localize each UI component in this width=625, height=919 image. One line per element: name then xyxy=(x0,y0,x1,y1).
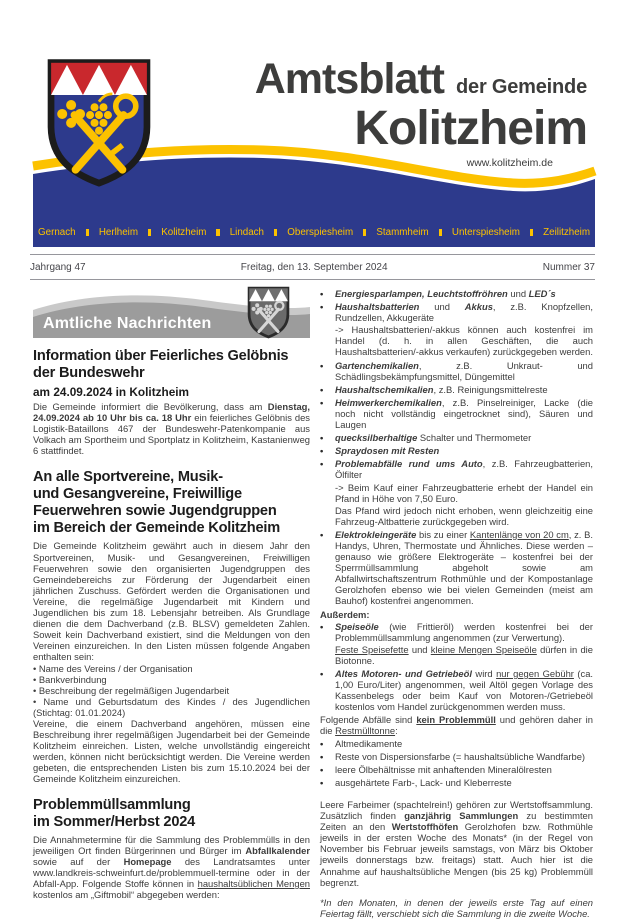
text-segment: Altmedikamente xyxy=(335,737,403,749)
bullet-icon: • xyxy=(320,432,324,444)
village-name: Stammheim xyxy=(376,227,429,238)
municipality-name: Kolitzheim xyxy=(354,102,587,155)
bullet-item xyxy=(320,621,593,666)
bullet-subtext xyxy=(335,644,593,666)
text-segment: Homepage xyxy=(123,855,172,867)
bullet-item xyxy=(320,777,593,788)
right-column-content xyxy=(320,288,594,919)
village-separator-square xyxy=(530,229,533,236)
bullet-icon: • xyxy=(320,288,324,299)
text-segment: Energiesparlampen, Leuchtstoffröhren xyxy=(335,288,508,299)
village-name: Herlheim xyxy=(98,227,139,238)
bullet-item xyxy=(320,397,593,430)
text-segment: (wie Frittieröl) werden kostenfrei bei der Problemmüllsammlung angenommen (zur Verwertung). xyxy=(335,620,593,643)
bullet-text xyxy=(335,777,593,788)
bullet-icon: • xyxy=(320,458,324,470)
paragraph xyxy=(33,401,310,456)
bullet-text xyxy=(335,751,593,762)
text-segment: bis zu einer xyxy=(416,528,470,540)
text-segment: Reste von Dispersionsfarbe (= haushaltsübliche Wandfarbe) xyxy=(335,750,586,762)
text-segment: Name des Vereins / der Organisation xyxy=(38,662,193,674)
text-segment: wird xyxy=(471,668,497,679)
bullet-text xyxy=(335,445,593,456)
text-segment: und gehören daher in die xyxy=(320,714,593,737)
bullet-item xyxy=(33,674,310,685)
text-segment: sowie auf der xyxy=(33,855,124,867)
paragraph xyxy=(33,540,310,662)
text-segment: (ca. 1,00 Euro/Liter) angenommen, weil Altöl gegen Vorlage des Kassenbelegs oder beim Kauf von Motoren-/Getriebeöl kostenlos vom Handel zurückgenommen werden muss. xyxy=(335,668,594,713)
text-segment: quecksilberhaltige xyxy=(335,432,418,444)
text-segment: *In den Monaten, in denen der jeweils erste Tag auf einen Feiertag fällt, verschiebt sich die Sammlung in die zweite Woche. xyxy=(320,896,593,919)
bullet-item xyxy=(320,301,593,357)
article-title: Information über Feierliches Gelöbnis der Bundeswehr xyxy=(33,348,289,381)
text-segment: Speiseöle xyxy=(335,620,379,632)
bullet-item xyxy=(320,458,593,527)
village-separator-square xyxy=(439,229,442,236)
bullet-text xyxy=(335,621,593,666)
text-segment: Akkus xyxy=(464,301,493,313)
bullet-item xyxy=(320,764,593,775)
paragraph xyxy=(33,718,310,785)
text-segment: -> Haushaltsbatterien/-akkus können auch kostenfrei im Handel (d. h. in allen Geschäften, die auch Haushaltsbatterien/-akkus verkaufen) zurückgegeben werden. xyxy=(335,324,593,358)
text-segment: Heimwerkerchemikalien xyxy=(335,396,442,408)
text-segment: Beschreibung der regelmäßigen Jugendarbeit xyxy=(38,684,230,696)
text-segment: , z.B. Unkraut- und Schädlingsbekämpfungsmittel, Düngemittel xyxy=(335,359,593,382)
text-segment: und xyxy=(419,301,465,313)
text-segment: dürfen in die Biotonne. xyxy=(335,643,593,666)
bullet-item xyxy=(33,685,310,696)
bullet-icon: • xyxy=(320,396,324,408)
village-name: Lindach xyxy=(229,227,265,238)
masthead-title-block xyxy=(254,55,587,169)
bullet-item xyxy=(320,529,593,607)
village-separator-square xyxy=(216,229,219,236)
text-segment: , z.B. Reinigungsmittelreste xyxy=(433,383,548,395)
text-segment: Feste Speisefette xyxy=(335,643,409,655)
coat-of-arms-grayscale xyxy=(245,285,292,341)
bullet-text xyxy=(335,458,593,527)
bullet-icon: • xyxy=(320,359,324,371)
text-segment: kostenlos am „Giftmobil“ abgegeben werden: xyxy=(33,889,220,900)
village-separator-square xyxy=(86,229,89,236)
bullet-icon: • xyxy=(320,776,324,788)
text-segment: Die Gemeinde Kolitzheim gewährt auch in diesem Jahr den Sportvereinen, Musik- und Gesangvereinen, Freiwilligen Feuerwehren sowie den organisierten Jugendgruppen des Gemeindebereichs zur Förderung der Jugendarbeit einen jährlichen Zuschuss. Gefördert werden die Organisationen und Vereine, die regelmäßige Jugendarbeit mit Kindern und Jugendlichen bis zum 18. Lebensjahr betreiben. Als Grundlage dienen die dem Dachverband (z.B. BLSV) gemeldeten Zahlen. Soweit kein Dachverband existiert, sind die Meldungen von den Vereinen einzureichen. In den Listen müssen folgende Angaben enthalten sein: xyxy=(33,540,310,663)
text-segment: , z.B. Pinselreiniger, Lacke (die noch nicht vollständig eingetrocknet sind), Säuren und Laugen xyxy=(335,396,593,431)
village-separator-square xyxy=(274,229,277,236)
text-segment: Abfallkalender xyxy=(245,844,310,856)
bullet-text xyxy=(335,360,593,382)
text-segment: und xyxy=(507,288,529,299)
bullet-text xyxy=(335,384,593,395)
bullet-item xyxy=(320,445,593,456)
masthead xyxy=(33,50,595,247)
text-segment: Spraydosen mit Resten xyxy=(335,445,440,457)
bullet-item xyxy=(320,432,593,443)
publication-subtitle: der Gemeinde xyxy=(456,76,587,98)
bullet-item xyxy=(320,288,593,299)
bullet-icon: • xyxy=(320,528,324,540)
paragraph xyxy=(320,714,593,736)
text-segment: , z.B. Fahrzeugbatterien, Ölfilter xyxy=(335,458,593,481)
bullet-icon: • xyxy=(33,662,39,674)
bullet-item xyxy=(320,360,593,382)
bullet-icon: • xyxy=(320,301,324,313)
text-segment: Haushaltschemikalien xyxy=(335,383,434,395)
franconian-rake xyxy=(51,63,147,95)
paragraph xyxy=(33,834,310,901)
bullet-text xyxy=(335,301,593,357)
article-title: Problemmüllsammlung im Sommer/Herbst 2024 xyxy=(33,796,196,830)
bullet-list xyxy=(320,738,593,788)
village-separator-square xyxy=(148,229,151,236)
volume-label: Jahrgang 47 xyxy=(30,261,86,273)
text-segment: , z. B. Handys, Uhren, Thermostate und Ähnliches. Diese werden – genauso wie größere Elektrogeräte – kostenfrei bei der Sperrmüllsammlung abgeholt sowie am Abfallwirtschaftszentrum Rothmühle und der Kompostanlage Gerolzhofen ebenso wie bei vielen Gemeinden (meist am Bauhof) kostenfrei angenommen. xyxy=(335,528,593,607)
text-segment: Kantenlänge von 20 cm xyxy=(469,528,569,540)
bullet-icon: • xyxy=(33,684,39,696)
text-segment: haushaltsüblichen Mengen xyxy=(197,877,310,889)
text-segment: Das Pfand wird jedoch nicht erhoben, wenn gleichzeitig eine Fahrzeug-Altbatterie zurückgegeben wird. xyxy=(335,504,593,527)
coat-of-arms xyxy=(41,54,157,194)
bullet-text xyxy=(335,668,593,712)
text-segment: Elektrokleingeräte xyxy=(335,528,417,540)
bullet-icon: • xyxy=(320,383,324,395)
text-segment: Bankverbindung xyxy=(38,673,107,685)
bullet-icon: • xyxy=(33,695,44,707)
bullet-text xyxy=(335,288,593,299)
bullet-icon: • xyxy=(320,750,324,762)
text-segment: Gartenchemikalien xyxy=(335,359,419,371)
publication-title: Amtsblatt xyxy=(254,55,445,103)
village-separator-square xyxy=(363,229,366,236)
village-name: Kolitzheim xyxy=(161,227,207,238)
text-segment: kein Problemmüll xyxy=(416,714,496,726)
bullet-icon: • xyxy=(320,620,324,632)
bullet-item xyxy=(33,663,310,674)
text-segment: ganzjährig Sammlungen xyxy=(404,810,519,822)
text-segment: Restmülltonne xyxy=(335,725,396,737)
village-name: Zeilitzheim xyxy=(543,227,590,238)
text-segment: Vereine, die einem Dachverband angehören, müssen eine Beschreibung ihrer regelmäßigen Jugendarbeit bei der Gemeinde Kolitzheim einreichen. Listen, welche unvollständig eingereicht werden, können nicht berücksichtigt werden. Die Vereine werden gebeten, die entsprechenden Listen bis zum 15.10.2024 bei der Gemeinde Kolitzheim einzureichen. xyxy=(33,717,310,785)
section-title: Amtliche Nachrichten xyxy=(43,315,212,332)
text-segment: -> Beim Kauf einer Fahrzeugbatterie erhebt der Handel ein Pfand in Höhe von 7,50 Euro. xyxy=(335,481,593,504)
bullet-icon: • xyxy=(33,673,39,685)
left-column xyxy=(33,286,310,900)
text-segment: nur gegen Gebühr xyxy=(496,668,574,679)
text-segment: Wertstoffhöfen xyxy=(391,821,459,833)
bullet-item xyxy=(320,668,593,712)
text-segment: ausgehärtete Farb-, Lack- und Kleberreste xyxy=(335,776,512,788)
bullet-text xyxy=(335,397,593,430)
text-segment: und xyxy=(408,643,431,655)
bullet-subtext xyxy=(335,324,593,357)
text-segment: Leere Farbeimer (spachtelrein!) gehören zur Wertstoffsammlung. Zusätzlich finden xyxy=(320,798,593,822)
issue-meta-bar xyxy=(30,254,595,280)
text-segment: Folgende Abfälle sind xyxy=(320,714,417,726)
text-segment: , z.B. Knopfzellen, Rundzellen, Akkugeräte xyxy=(335,301,593,324)
bullet-list xyxy=(33,663,310,718)
text-segment: Name und Geburtsdatum des Kindes / des Jugendlichen (Stichtag: 01.01.2024) xyxy=(33,695,310,718)
text-segment: des Landratsamtes unter www.landkreis-schweinfurt.de/problemmuell-termine oder in der Abfall-App. Folgende Stoffe können in xyxy=(33,855,310,889)
village-list xyxy=(33,227,595,238)
bullet-text xyxy=(335,432,593,443)
village-name: Unterspiesheim xyxy=(451,227,520,238)
bullet-list xyxy=(320,288,593,607)
bullet-icon: • xyxy=(320,763,324,775)
text-segment: Dienstag, 24.09.2024 ab 10 Uhr bis ca. 18 Uhr xyxy=(33,401,310,424)
paragraph xyxy=(320,799,593,888)
website-url: www.kolitzheim.de xyxy=(466,157,553,169)
text-segment: Schalter und Thermometer xyxy=(417,432,532,444)
bullet-item xyxy=(320,384,593,395)
bullet-text xyxy=(335,764,593,775)
masthead-title-line1 xyxy=(254,55,587,103)
paragraph xyxy=(320,897,593,919)
section-banner xyxy=(33,286,310,338)
article-title: An alle Sportvereine, Musik- und Gesangvereine, Freiwillige Feuerwehren sowie Jugendgruppen im Bereich der Gemeinde Kolitzheim xyxy=(33,469,281,537)
text-segment: Außerdem: xyxy=(320,608,370,620)
bullet-text xyxy=(335,529,593,607)
article-subtitle: am 24.09.2024 in Kolitzheim xyxy=(33,385,190,399)
bullet-item xyxy=(320,751,593,762)
bullet-item xyxy=(33,696,310,718)
bullet-list xyxy=(320,621,593,713)
left-column-content xyxy=(33,348,310,900)
bullet-icon: • xyxy=(320,445,324,457)
bullet-subtext xyxy=(335,482,593,504)
text-segment: Problemabfälle rund ums Auto xyxy=(335,458,483,470)
issue-number: Nummer 37 xyxy=(542,261,595,273)
text-segment: ein feierliches Gelöbnis des Logistik-Bataillons 467 der Bundeswehr-Patenkompanie aus Volkach am Sportheim und Sportplatz in Kolitzheim, Kastanienweg 6 stattfindet. xyxy=(33,412,310,457)
village-name: Gernach xyxy=(38,227,76,238)
text-segment: Die Gemeinde informiert die Bevölkerung, dass am xyxy=(33,401,268,412)
bullet-icon: • xyxy=(320,737,324,749)
text-segment: Gerolzhofen bzw. Rothmühle jeweils in der ersten Woche des Monats* (in der Regel von November bis Februar jeweils samstags, von März bis Oktober jeweils donnerstags bzw. freitags) statt. Auch hier ist die Annahme auf haushaltsübliche Mengen (bis 25 kg) Problemmüll begrenzt. xyxy=(320,821,593,888)
text-segment: zu bestimmten Zeiten an den xyxy=(320,810,593,833)
text-segment: : xyxy=(395,725,398,737)
village-name: Oberspiesheim xyxy=(287,227,354,238)
text-segment: Altes Motoren- und Getriebeöl xyxy=(335,668,472,679)
paragraph xyxy=(320,609,593,620)
bullet-item xyxy=(320,738,593,749)
bullet-text xyxy=(335,738,593,749)
text-segment: kleine Mengen Speiseöle xyxy=(430,643,537,655)
text-segment: Die Annahmetermine für die Sammlung des Problemmülls in den jeweiligen Ort finden Bürgerinnen und Bürger im xyxy=(33,833,310,856)
issue-date: Freitag, den 13. September 2024 xyxy=(240,261,388,273)
text-segment: Haushaltsbatterien xyxy=(335,301,420,313)
bullet-icon: • xyxy=(320,668,324,679)
text-segment: LED´s xyxy=(528,288,556,299)
text-segment: leere Ölbehältnisse mit anhaftenden Mineralölresten xyxy=(335,763,552,775)
bullet-subtext xyxy=(335,505,593,527)
